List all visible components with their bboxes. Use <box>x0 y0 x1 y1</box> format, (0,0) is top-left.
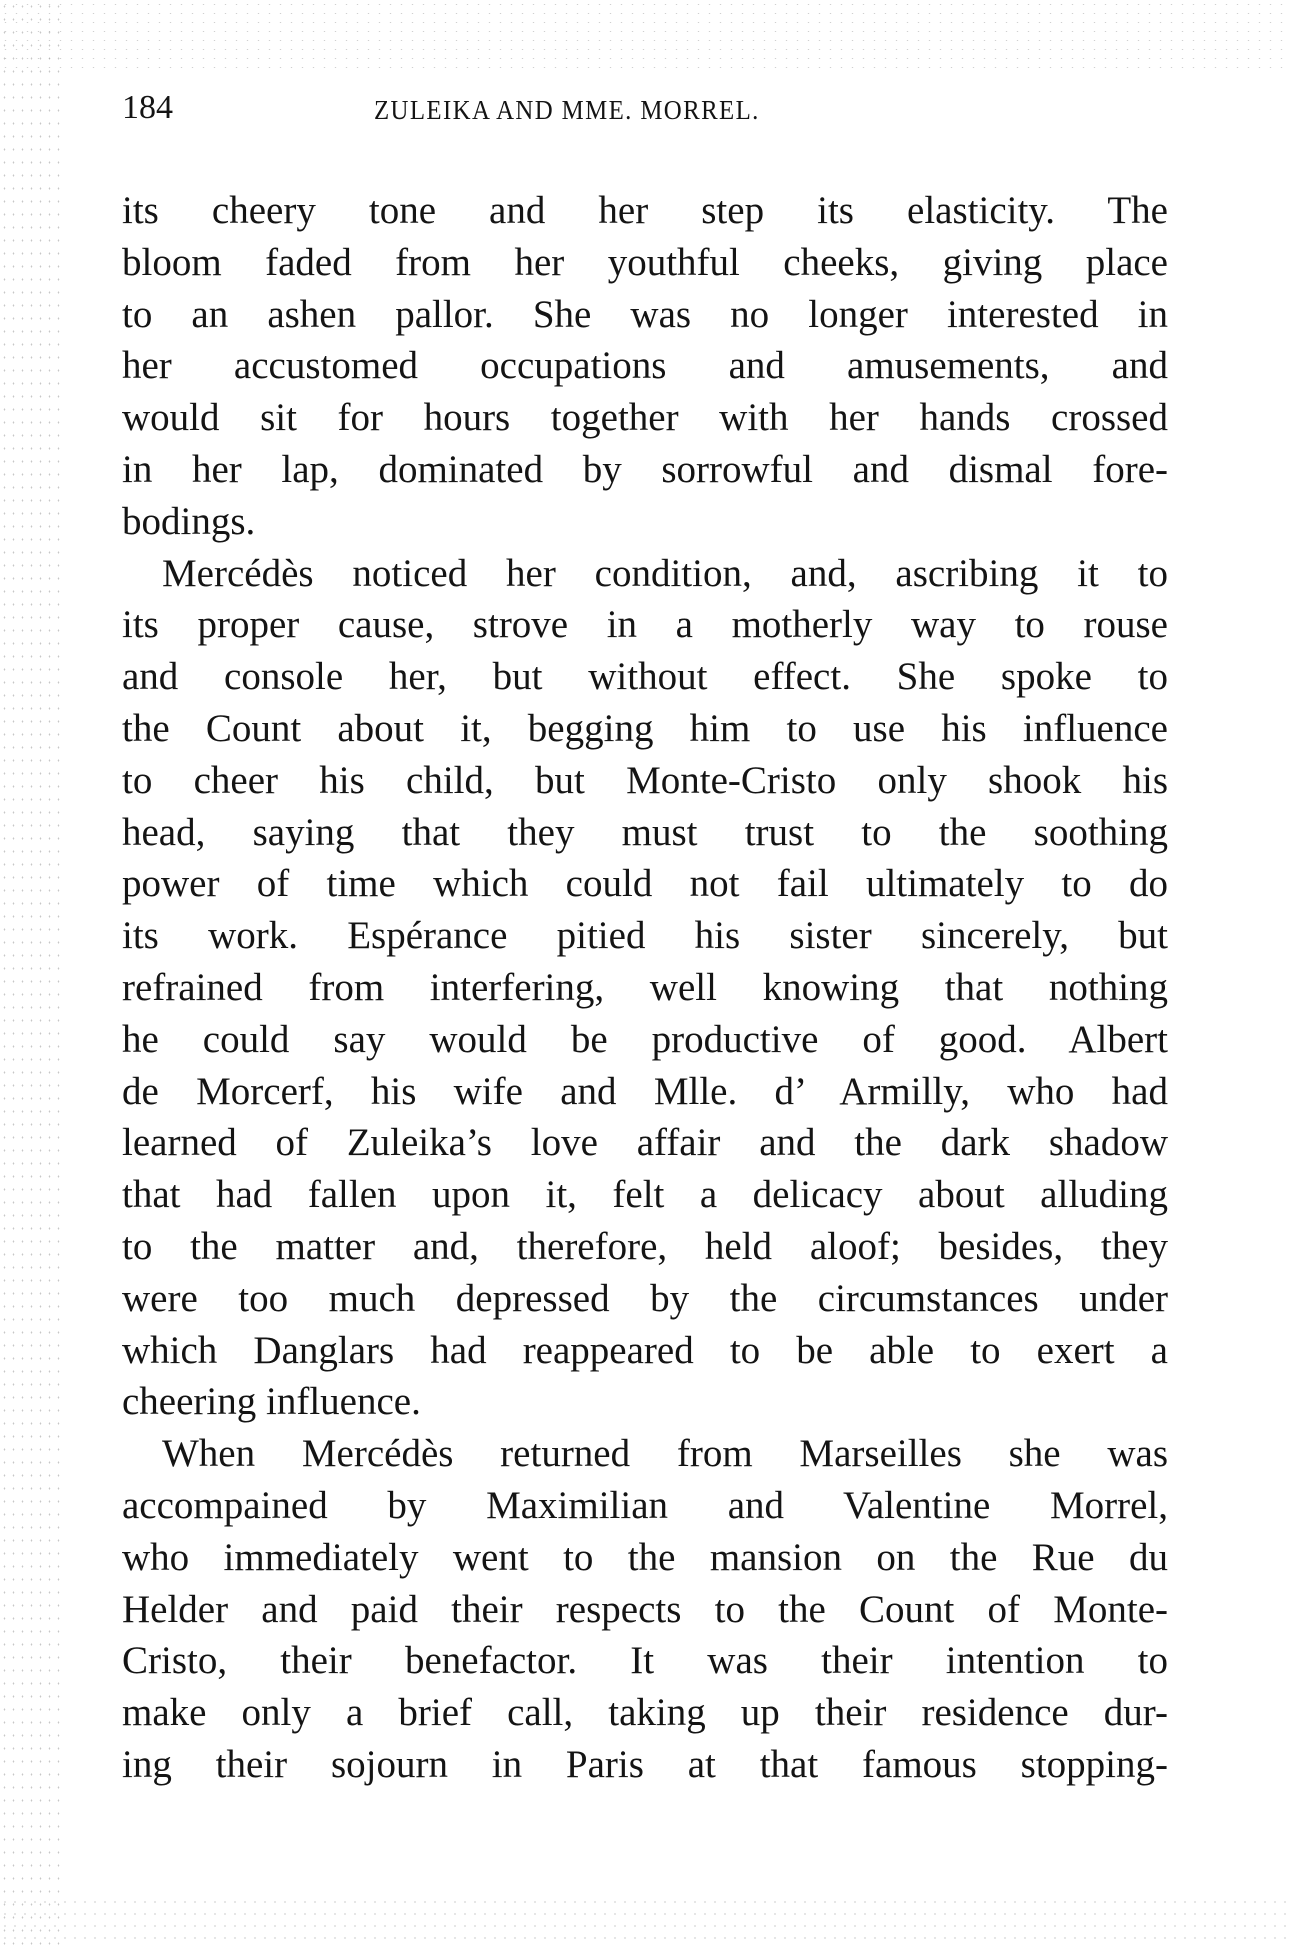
running-title: ZULEIKA AND MME. MORREL. <box>374 95 760 125</box>
text-line: its proper cause, strove in a motherly way to rouse <box>122 603 1168 647</box>
text-line: Helder and paid their respects to the Count of Monte- <box>122 1587 1168 1631</box>
text-line: head, saying that they must trust to the soothing <box>122 810 1168 854</box>
page-number: 184 <box>122 89 173 126</box>
text-line: in her lap, dominated by sorrowful and dismal fore- <box>122 447 1168 491</box>
scan-speckle-bottom <box>0 1896 1289 1946</box>
text-line: and console her, but without effect. She spoke to <box>122 655 1168 699</box>
text-line: that had fallen upon it, felt a delicacy about alluding <box>122 1173 1168 1217</box>
paragraph-first-line: When Mercédès returned from Marseilles she was <box>162 1432 1168 1476</box>
text-line: would sit for hours together with her hands crossed <box>122 396 1168 440</box>
text-line: he could say would be productive of good. Albert <box>122 1017 1168 1061</box>
text-line: de Morcerf, his wife and Mlle. d’ Armilly, who had <box>122 1069 1168 1113</box>
text-line: the Count about it, begging him to use his influence <box>122 706 1168 750</box>
text-line: bloom faded from her youthful cheeks, giving place <box>122 240 1168 284</box>
text-line: bodings. <box>122 499 256 543</box>
text-line: power of time which could not fail ultimately to do <box>122 862 1168 906</box>
text-line: ing their sojourn in Paris at that famous stopping- <box>122 1742 1168 1786</box>
text-line: Cristo, their benefactor. It was their intention to <box>122 1639 1168 1683</box>
text-line: to an ashen pallor. She was no longer interested in <box>122 292 1168 336</box>
text-line: were too much depressed by the circumstances under <box>122 1276 1168 1320</box>
text-line: make only a brief call, taking up their residence dur- <box>122 1691 1168 1735</box>
text-line: refrained from interfering, well knowing that nothing <box>122 965 1168 1009</box>
text-line: her accustomed occupations and amusements, and <box>122 344 1168 388</box>
text-line: its work. Espérance pitied his sister sincerely, but <box>122 914 1168 958</box>
scan-speckle-left <box>0 0 60 1946</box>
text-line: its cheery tone and her step its elasticity. The <box>122 189 1168 232</box>
body-text <box>122 185 1168 1791</box>
text-line: who immediately went to the mansion on the Rue du <box>122 1535 1168 1579</box>
text-line: which Danglars had reappeared to be able to exert a <box>122 1328 1168 1372</box>
scan-speckle-top <box>0 0 1289 70</box>
text-line: to cheer his child, but Monte-Cristo only shook his <box>122 758 1168 802</box>
text-line: accompained by Maximilian and Valentine Morrel, <box>122 1483 1168 1527</box>
paragraph-first-line: Mercédès noticed her condition, and, ascribing it to <box>162 551 1168 595</box>
text-line: cheering influence. <box>122 1380 421 1424</box>
text-line: learned of Zuleika’s love affair and the dark shadow <box>122 1121 1168 1165</box>
running-head <box>122 86 1168 130</box>
text-line: to the matter and, therefore, held aloof; besides, they <box>122 1224 1168 1268</box>
